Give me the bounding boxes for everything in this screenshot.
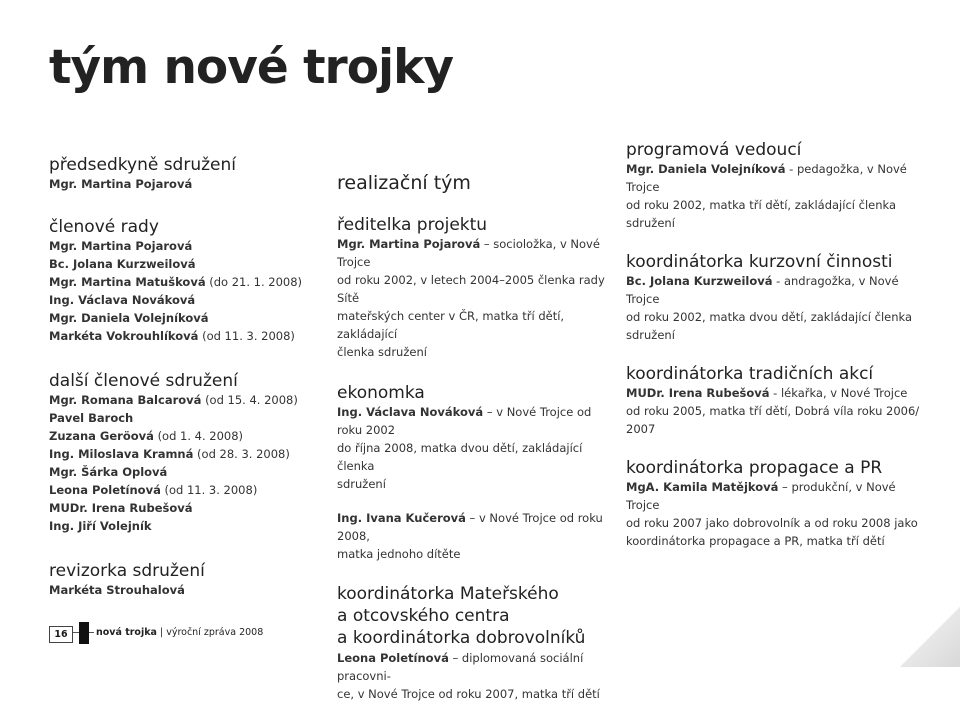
footer-bar xyxy=(79,622,89,644)
list-item: Mgr. Daniela Volejníková xyxy=(49,311,209,325)
role-bio: Mgr. Daniela Volejníková - pedagožka, v Nové Trojce od roku 2002, matka tří dětí, zakládající členka sdružení xyxy=(626,162,907,230)
chair-section xyxy=(49,155,309,193)
role-bio: MUDr. Irena Rubešová - lékařka, v Nové Trojce od roku 2005, matka tří dětí, Dobrá víla roku 2006/ 2007 xyxy=(626,386,920,436)
page-curl xyxy=(900,607,960,667)
list-item: MUDr. Irena Rubešová xyxy=(49,501,193,515)
team-heading: realizační tým xyxy=(337,172,471,194)
economist-role: ekonomka xyxy=(337,383,425,403)
role-section xyxy=(626,140,926,232)
auditor-heading: revizorka sdružení xyxy=(49,561,205,581)
list-item: Ing. Jiří Volejník xyxy=(49,519,152,533)
director-bio: Mgr. Martina Pojarová – socioložka, v Nové Trojce od roku 2002, v letech 2004–2005 členka rady Sítě mateřských center v ČR, matka tří dětí, zakládající členka sdružení xyxy=(337,237,605,359)
list-item: Mgr. Martina Matušková (do 21. 1. 2008) xyxy=(49,275,303,289)
coordinator-role: koordinátorka Mateřského a otcovského centra a koordinátorka dobrovolníků xyxy=(337,584,586,648)
members-heading: členové rady xyxy=(49,217,159,237)
board-column xyxy=(49,155,309,619)
list-item: Leona Poletínová (od 11. 3. 2008) xyxy=(49,483,258,497)
list-item: Zuzana Geröová (od 1. 4. 2008) xyxy=(49,429,244,443)
page-title: tým nové trojky xyxy=(49,40,454,95)
members-section xyxy=(49,217,309,345)
economist-bio-1: Ing. Václava Nováková – v Nové Trojce od roku 2002 do října 2008, matka dvou dětí, zakládající členka sdružení xyxy=(337,405,592,491)
role-title: koordinátorka propagace a PR xyxy=(626,458,883,478)
page-number: 16 xyxy=(49,626,73,643)
economist-section xyxy=(337,383,607,563)
list-item: Mgr. Martina Pojarová xyxy=(49,239,193,253)
other-members-section xyxy=(49,371,309,535)
role-bio: Bc. Jolana Kurzweilová - andragožka, v Nové Trojce od roku 2002, matka dvou dětí, zakládající členka sdružení xyxy=(626,274,913,342)
auditor-name: Markéta Strouhalová xyxy=(49,583,185,597)
auditor-section xyxy=(49,561,309,599)
director-section xyxy=(337,215,607,361)
chair-heading: předsedkyně sdružení xyxy=(49,155,236,175)
list-item: Ing. Václava Nováková xyxy=(49,293,196,307)
role-section xyxy=(626,252,926,344)
role-bio: MgA. Kamila Matějková – produkční, v Nové Trojce od roku 2007 jako dobrovolník a od roku 2008 jako koordinátorka propagace a PR, matka tří dětí xyxy=(626,480,918,548)
list-item: Mgr. Šárka Oplová xyxy=(49,465,168,479)
director-role: ředitelka projektu xyxy=(337,215,488,235)
page-footer xyxy=(0,622,960,644)
coordinator-bio: Leona Poletínová – diplomovaná sociální pracovni- ce, v Nové Trojce od roku 2007, matka tří dětí xyxy=(337,651,600,701)
role-title: koordinátorka tradičních akcí xyxy=(626,364,874,384)
role-title: koordinátorka kurzovní činnosti xyxy=(626,252,893,272)
list-item: Pavel Baroch xyxy=(49,411,134,425)
role-title: programová vedoucí xyxy=(626,140,802,160)
list-item: Bc. Jolana Kurzweilová xyxy=(49,257,196,271)
footer-label: nová trojka | výroční zpráva 2008 xyxy=(94,625,265,641)
list-item: Markéta Vokrouhlíková (od 11. 3. 2008) xyxy=(49,329,295,343)
economist-bio-2: Ing. Ivana Kučerová – v Nové Trojce od roku 2008, matka jednoho dítěte xyxy=(337,511,603,561)
roles-column xyxy=(626,140,926,570)
list-item: Mgr. Romana Balcarová (od 15. 4. 2008) xyxy=(49,393,298,407)
role-section xyxy=(626,364,926,438)
list-item: Ing. Miloslava Kramná (od 28. 3. 2008) xyxy=(49,447,290,461)
chair-name: Mgr. Martina Pojarová xyxy=(49,177,193,191)
other-members-heading: další členové sdružení xyxy=(49,371,238,391)
role-section xyxy=(626,458,926,550)
